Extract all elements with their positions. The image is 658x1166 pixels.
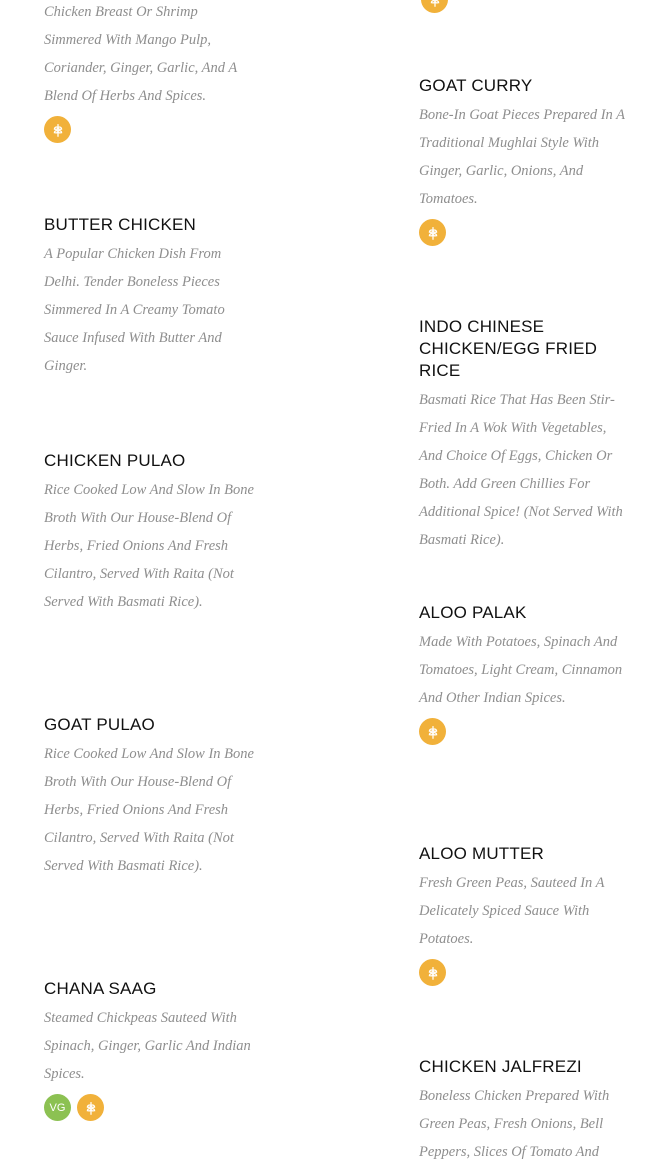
gluten-free-icon xyxy=(419,959,446,986)
item-title: ALOO PALAK xyxy=(419,603,527,622)
item-description: Basmati Rice That Has Been Stir-Fried In A Wok With Vegetables, And Choice Of Eggs, Chicken Or Both. Add Green Chillies For Additional Spice! (Not Served With Basmati Rice). xyxy=(419,392,623,548)
menu-item-mango-curry[interactable] xyxy=(44,0,254,143)
item-description: Fresh Green Peas, Sauteed In A Delicately Spiced Sauce With Potatoes. xyxy=(419,875,605,947)
gluten-free-icon xyxy=(421,0,448,13)
gluten-free-icon xyxy=(77,1094,104,1121)
item-description: A Popular Chicken Dish From Delhi. Tender Boneless Pieces Simmered In A Creamy Tomato Sauce Infused With Butter And Ginger. xyxy=(44,246,225,374)
item-title: ALOO MUTTER xyxy=(419,844,544,863)
menu-item-goat-curry[interactable] xyxy=(419,75,629,246)
menu-item-chicken-pulao[interactable] xyxy=(44,450,254,616)
menu-item-goat-pulao[interactable] xyxy=(44,714,254,880)
gluten-free-icon xyxy=(419,718,446,745)
menu-item-chana-saag[interactable] xyxy=(44,978,254,1121)
menu-item-indo-chinese-fried-rice[interactable] xyxy=(419,316,629,554)
item-title: INDO CHINESE CHICKEN/EGG FRIED RICE xyxy=(419,317,598,380)
item-title: CHICKEN PULAO xyxy=(44,451,186,470)
item-description: Rice Cooked Low And Slow In Bone Broth With Our House-Blend Of Herbs, Fried Onions And Fresh Cilantro, Served With Raita (Not Served With Basmati Rice). xyxy=(44,482,254,610)
item-description: Chicken Breast Or Shrimp Simmered With Mango Pulp, Coriander, Ginger, Garlic, And A Blend Of Herbs And Spices. xyxy=(44,4,237,104)
item-description: Boneless Chicken Prepared With Green Peas, Fresh Onions, Bell Peppers, Slices Of Tomato And xyxy=(419,1088,610,1160)
gluten-free-icon xyxy=(44,116,71,143)
item-description: Steamed Chickpeas Sauteed With Spinach, Ginger, Garlic And Indian Spices. xyxy=(44,1010,251,1082)
menu-item-aloo-mutter[interactable] xyxy=(419,843,629,986)
gluten-free-icon xyxy=(419,219,446,246)
vegan-icon: VG xyxy=(44,1094,71,1121)
menu-item-aloo-palak[interactable] xyxy=(419,602,629,745)
menu-item-chicken-jalfrezi[interactable] xyxy=(419,1056,629,1166)
item-title: CHICKEN JALFREZI xyxy=(419,1057,582,1076)
item-description: Bone-In Goat Pieces Prepared In A Traditional Mughlai Style With Ginger, Garlic, Onions, And Tomatoes. xyxy=(419,107,625,207)
item-title: CHANA SAAG xyxy=(44,979,157,998)
item-description: Made With Potatoes, Spinach And Tomatoes, Light Cream, Cinnamon And Other Indian Spices. xyxy=(419,634,623,706)
item-description: Rice Cooked Low And Slow In Bone Broth With Our House-Blend Of Herbs, Fried Onions And Fresh Cilantro, Served With Raita (Not Served With Basmati Rice). xyxy=(44,746,254,874)
item-title: GOAT PULAO xyxy=(44,715,155,734)
item-title: GOAT CURRY xyxy=(419,76,533,95)
menu-item-butter-chicken[interactable] xyxy=(44,214,254,380)
item-title: BUTTER CHICKEN xyxy=(44,215,197,234)
